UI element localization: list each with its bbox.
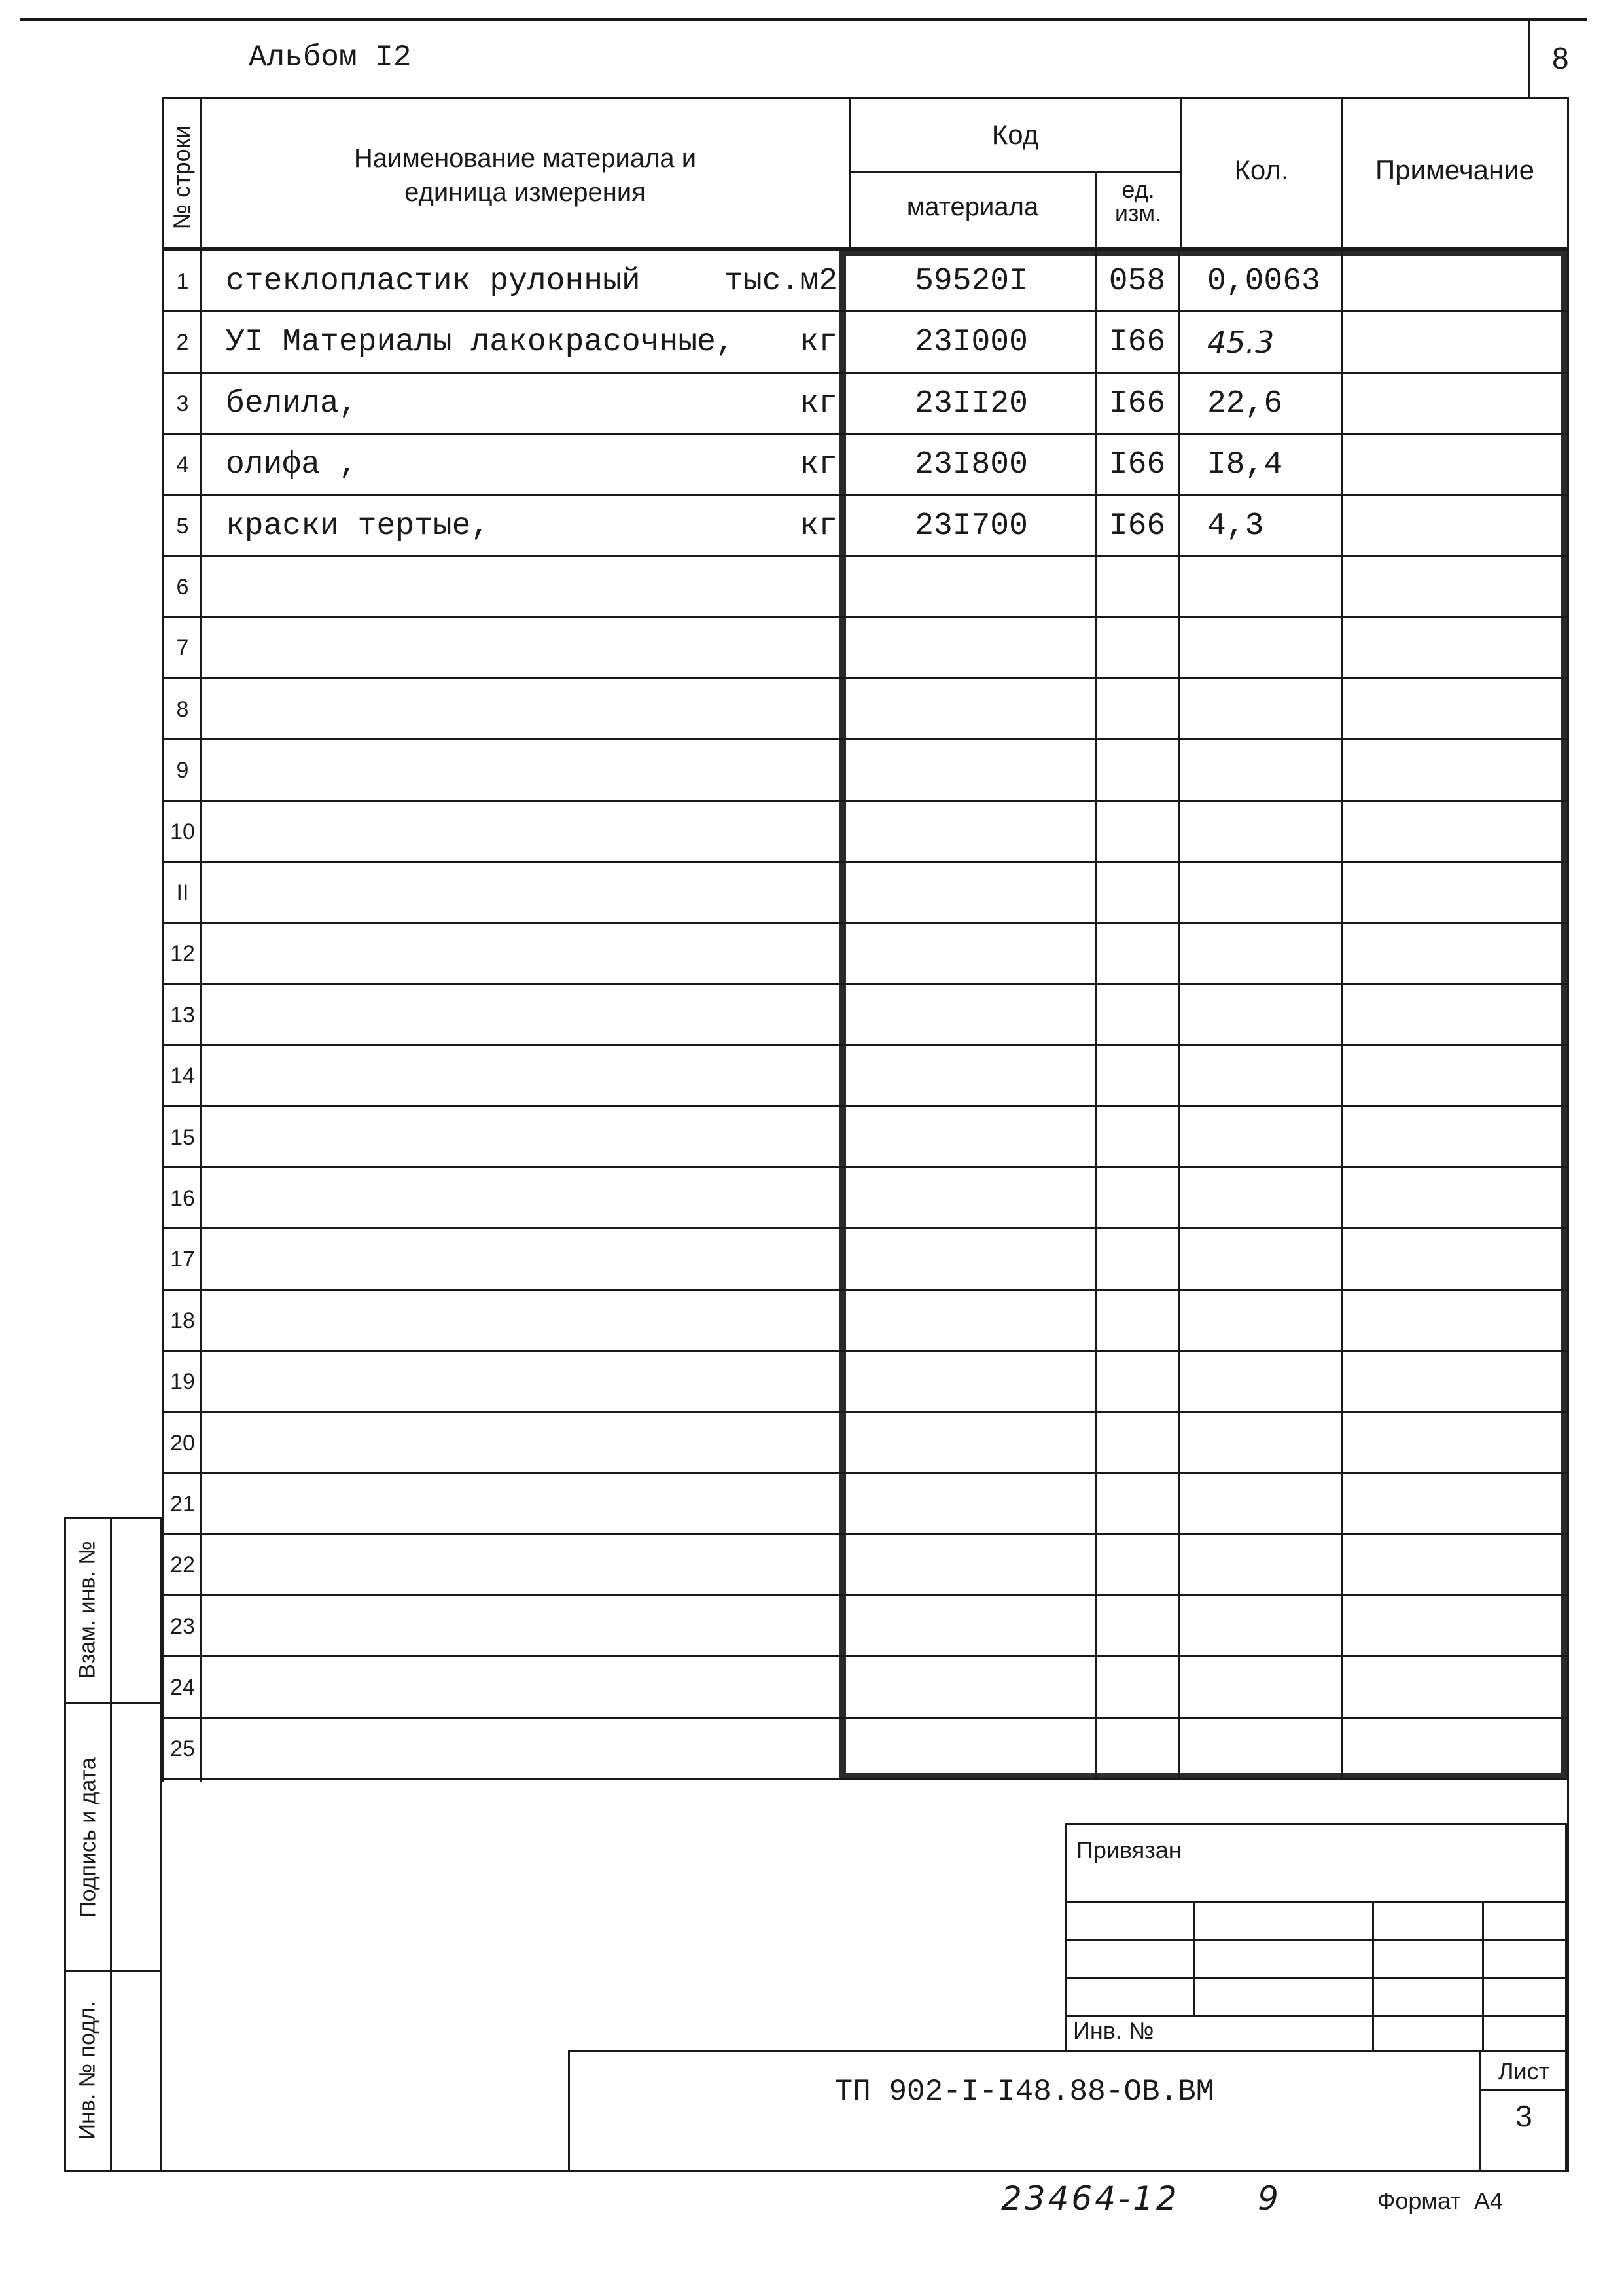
row-unit: кг <box>800 447 838 482</box>
row-unit-code: I66 <box>1108 325 1166 360</box>
vzam-label: Взам. инв. № <box>75 1541 100 1679</box>
row-number: 22 <box>170 1552 195 1577</box>
privyazan-rule-1 <box>1065 1901 1567 1903</box>
format-label: Формат А4 <box>1377 2187 1503 2214</box>
note-header: Примечание <box>1375 154 1535 185</box>
row-number: 18 <box>170 1308 195 1333</box>
table-row <box>0 738 1624 799</box>
table-row <box>0 1655 1624 1716</box>
row-number: 19 <box>170 1369 195 1394</box>
row-material-code: 59520I <box>915 264 1028 299</box>
row-number: 3 <box>176 391 189 416</box>
sheet-label-rule <box>1479 2089 1567 2091</box>
row-number: 21 <box>170 1492 195 1516</box>
table-row <box>0 494 1624 555</box>
row-number: 4 <box>176 452 189 477</box>
row-number: 1 <box>176 269 189 294</box>
row-material-code: 23II20 <box>915 386 1028 422</box>
row-number: II <box>176 880 189 905</box>
doc-code-box <box>568 2050 1567 2172</box>
row-unit-code: I66 <box>1108 509 1166 544</box>
side-stamp-rule-1 <box>64 1702 162 1704</box>
table-row <box>0 861 1624 922</box>
table-row <box>0 433 1624 493</box>
row-number: 5 <box>176 514 189 539</box>
row-number: 16 <box>170 1186 195 1211</box>
inv-podl-label: Инв. № подл. <box>75 2001 100 2140</box>
row-unit: кг <box>800 386 838 422</box>
code-subheader-rule <box>849 171 1180 173</box>
table-row <box>0 372 1624 433</box>
row-quantity: 4,3 <box>1207 509 1264 544</box>
doc-code: ТП 902-I-I48.88-ОВ.ВМ <box>834 2075 1214 2109</box>
table-row <box>0 249 1624 310</box>
table-row <box>0 1533 1624 1594</box>
row-number: 12 <box>170 941 195 966</box>
privyazan-col-3 <box>1482 1901 1484 2052</box>
row-unit: кг <box>800 509 838 544</box>
side-stamp-divider <box>110 1517 112 2172</box>
row-material-name: олифа , <box>226 447 358 482</box>
row-number: 2 <box>176 330 189 355</box>
sheet-label: Лист <box>1498 2058 1550 2085</box>
table-row <box>0 310 1624 371</box>
table-row <box>0 1717 1624 1778</box>
row-unit: тыс.м2 <box>724 264 838 299</box>
row-number: 7 <box>176 636 189 660</box>
row-unit-code: 058 <box>1108 264 1166 299</box>
sheet-number: 3 <box>1515 2099 1532 2133</box>
row-number-header: № строки <box>168 125 195 230</box>
row-quantity: I8,4 <box>1207 447 1283 482</box>
code-header: Код <box>991 119 1039 150</box>
privyazan-label: Привязан <box>1076 1837 1182 1863</box>
inv-no-label: Инв. № <box>1073 2017 1154 2044</box>
table-row <box>0 800 1624 861</box>
row-number: 8 <box>176 697 189 722</box>
row-number: 9 <box>176 758 189 783</box>
table-row <box>0 1227 1624 1288</box>
row-number: 15 <box>170 1125 195 1150</box>
row-material-code: 23I000 <box>915 325 1028 360</box>
table-row <box>0 1289 1624 1350</box>
row-quantity: 0,0063 <box>1207 264 1320 299</box>
privyazan-rule-3 <box>1065 1977 1567 1979</box>
row-material-name: краски тертые, <box>226 509 490 544</box>
row-material-code: 23I700 <box>915 509 1028 544</box>
table-row <box>0 922 1624 982</box>
table-row <box>0 1594 1624 1655</box>
qty-header: Кол. <box>1234 154 1289 185</box>
top-rule <box>20 18 1587 21</box>
row-number: 14 <box>170 1064 195 1088</box>
album-title: Альбом I2 <box>249 41 412 75</box>
table-row <box>0 1105 1624 1166</box>
table-row <box>0 983 1624 1044</box>
row-material-code: 23I800 <box>915 447 1028 482</box>
row-number: 13 <box>170 1003 195 1028</box>
table-top-border <box>162 97 1569 99</box>
code-material-header: материала <box>906 192 1039 221</box>
side-stamp-rule-2 <box>64 1970 162 1972</box>
row-number: 25 <box>170 1736 195 1761</box>
row-number: 23 <box>170 1614 195 1639</box>
code-unit-header-line2: изм. <box>1114 200 1162 226</box>
handwritten-number: 23464-12 9 <box>1001 2179 1281 2217</box>
row-material-name: белила, <box>226 386 358 422</box>
table-row <box>0 1411 1624 1472</box>
page-number: 8 <box>1552 41 1569 75</box>
privyazan-col-2 <box>1372 1901 1374 2052</box>
table-row <box>0 1166 1624 1227</box>
name-header-line1: Наименование материала и <box>353 144 697 173</box>
podpis-label: Подпись и дата <box>75 1757 101 1918</box>
page-number-divider <box>1528 18 1530 98</box>
row-unit-code: I66 <box>1108 386 1166 422</box>
table-row <box>0 1350 1624 1410</box>
row-material-name: стеклопластик рулонный <box>226 264 641 299</box>
row-number: 10 <box>170 819 195 844</box>
privyazan-rule-2 <box>1065 1939 1567 1941</box>
table-row <box>0 555 1624 616</box>
name-header-line2: единица измерения <box>404 178 646 207</box>
row-number: 17 <box>170 1247 195 1272</box>
row-number: 6 <box>176 575 189 600</box>
row-unit: кг <box>800 325 838 360</box>
row-quantity: 45.3 <box>1207 325 1275 360</box>
row-unit-code: I66 <box>1108 447 1166 482</box>
table-row <box>0 1044 1624 1105</box>
table-row <box>0 616 1624 677</box>
table-row <box>0 1472 1624 1533</box>
table-row <box>0 677 1624 738</box>
row-material-name: УI Материалы лакокрасочные, <box>226 325 735 360</box>
row-number: 24 <box>170 1675 195 1700</box>
code-unit-header-line1: ед. <box>1121 176 1155 203</box>
row-quantity: 22,6 <box>1207 386 1283 422</box>
row-number: 20 <box>170 1431 195 1456</box>
privyazan-col-1 <box>1193 1901 1195 2015</box>
row-line <box>162 1778 1569 1780</box>
